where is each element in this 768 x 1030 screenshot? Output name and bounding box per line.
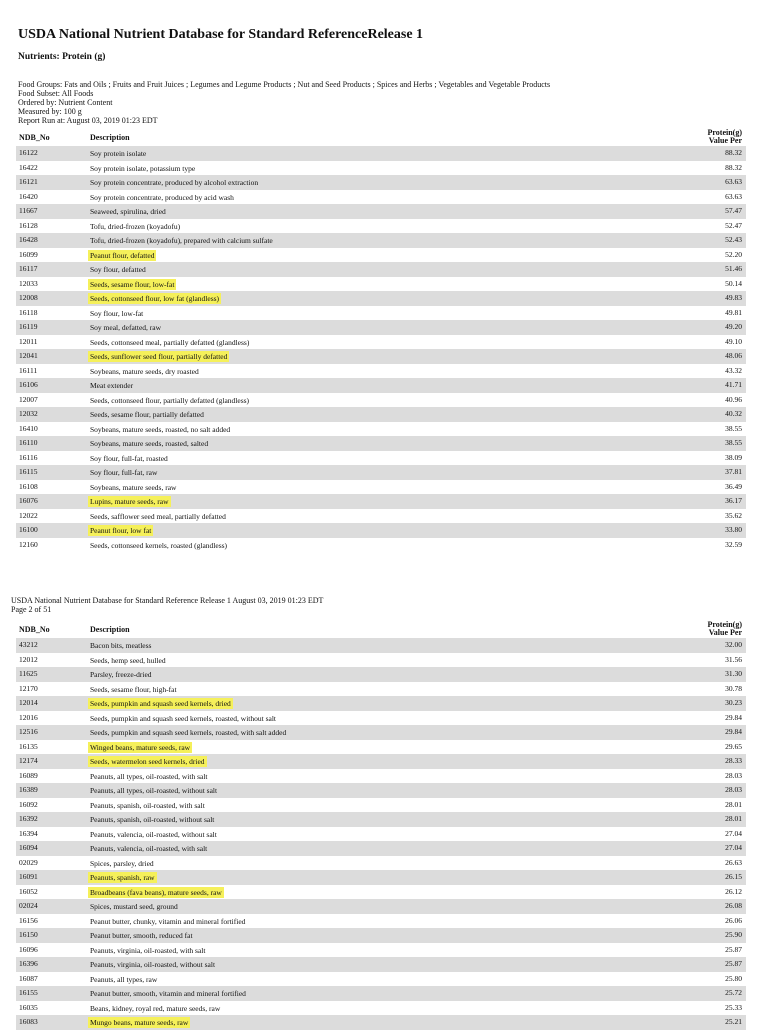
food-description: Seeds, sesame flour, partially defatted	[90, 410, 204, 419]
food-description: Peanuts, valencia, oil-roasted, without salt	[90, 829, 217, 839]
nutrient-table-page-1	[16, 127, 746, 552]
food-description: Peanuts, all types, oil-roasted, with salt	[90, 771, 208, 781]
page-2-header	[11, 596, 323, 614]
food-description: Soy flour, full-fat, raw	[90, 468, 158, 477]
table-row	[16, 161, 746, 176]
table-row	[16, 335, 746, 350]
table-row	[16, 914, 746, 929]
protein-value: 25.80	[725, 973, 742, 983]
food-description: Peanut butter, smooth, reduced fat	[90, 931, 193, 940]
table-row	[16, 754, 746, 769]
protein-value: 26.08	[725, 901, 742, 910]
ndb-number: 12160	[19, 539, 38, 549]
food-description-highlighted: Peanut flour, low fat	[90, 526, 152, 535]
ndb-number: 11667	[19, 206, 38, 215]
food-description: Soy protein concentrate, produced by alcohol extraction	[90, 178, 259, 187]
ndb-number: 16115	[19, 467, 38, 476]
food-description: Soybeans, mature seeds, roasted, no salt added	[90, 424, 231, 434]
page-number: Page 2 of 51	[11, 605, 52, 614]
food-description: Seeds, pumpkin and squash seed kernels, roasted, without salt	[90, 713, 277, 723]
protein-value: 27.04	[725, 843, 742, 852]
ndb-number: 16118	[19, 307, 38, 317]
food-description-highlighted: Seeds, pumpkin and squash seed kernels, dried	[90, 699, 231, 708]
food-description: Parsley, freeze-dried	[90, 670, 152, 679]
food-description: Peanuts, all types, raw	[90, 974, 158, 984]
protein-value: 49.83	[725, 293, 742, 302]
ndb-number: 16099	[19, 249, 38, 259]
table-row	[16, 972, 746, 987]
ndb-number: 16089	[19, 770, 38, 780]
table-row	[16, 451, 746, 466]
ndb-number: 02024	[19, 901, 38, 910]
protein-value: 38.09	[725, 452, 742, 462]
col-value-header-line1: Protein(g)	[707, 128, 742, 137]
ndb-number: 12008	[19, 293, 38, 302]
protein-value: 30.78	[725, 683, 742, 693]
food-description: Peanuts, spanish, oil-roasted, with salt	[90, 800, 205, 810]
food-description-highlighted: Lupins, mature seeds, raw	[90, 497, 169, 506]
food-description: Seeds, sesame flour, high-fat	[90, 684, 177, 694]
table-row	[16, 320, 746, 335]
ndb-number: 16389	[19, 785, 38, 794]
table-row	[16, 943, 746, 958]
protein-value: 36.49	[725, 481, 742, 491]
protein-value: 25.90	[725, 930, 742, 939]
protein-value: 63.63	[725, 177, 742, 186]
protein-value: 25.33	[725, 1002, 742, 1012]
col-value-header-line2: Value Per	[708, 628, 742, 637]
table-row	[16, 538, 746, 553]
food-description: Seeds, hemp seed, hulled	[90, 655, 166, 665]
ndb-number: 16083	[19, 1017, 38, 1026]
protein-value: 49.81	[725, 307, 742, 317]
food-description: Seaweed, spirulina, dried	[90, 207, 166, 216]
food-description: Peanuts, all types, oil-roasted, without salt	[90, 786, 218, 795]
table-row	[16, 436, 746, 451]
table-row	[16, 1015, 746, 1030]
protein-value: 25.72	[725, 988, 742, 997]
ndb-number: 16106	[19, 380, 38, 389]
col-value-header	[707, 129, 742, 145]
nutrient-table-page-2	[16, 619, 746, 1030]
ndb-number: 16094	[19, 843, 38, 852]
food-description: Soy flour, defatted	[90, 265, 146, 274]
table-row	[16, 407, 746, 422]
ndb-number: 11625	[19, 669, 38, 678]
protein-value: 29.84	[725, 727, 742, 736]
protein-value: 33.80	[725, 525, 742, 534]
ndb-number: 16076	[19, 496, 38, 505]
ndb-number: 16392	[19, 814, 38, 823]
protein-value: 28.33	[725, 756, 742, 765]
table-row	[16, 190, 746, 205]
table-row	[16, 465, 746, 480]
food-description: Seeds, cottonseed flour, partially defatted (glandless)	[90, 395, 250, 405]
table-row	[16, 783, 746, 798]
protein-value: 29.84	[725, 712, 742, 722]
table-row	[16, 277, 746, 292]
table-body	[16, 638, 746, 1030]
food-description: Soybeans, mature seeds, roasted, salted	[90, 439, 209, 448]
table-row	[16, 696, 746, 711]
ndb-number: 02029	[19, 857, 38, 867]
food-description: Seeds, pumpkin and squash seed kernels, roasted, with salt added	[90, 728, 287, 737]
food-description: Seeds, cottonseed kernels, roasted (glandless)	[90, 540, 228, 550]
table-row	[16, 885, 746, 900]
ndb-number: 16420	[19, 191, 38, 201]
ndb-number: 12016	[19, 712, 38, 722]
protein-value: 41.71	[725, 380, 742, 389]
protein-value: 26.15	[725, 872, 742, 881]
ndb-number: 16410	[19, 423, 38, 433]
food-description: Meat extender	[90, 381, 134, 390]
ndb-number: 16121	[19, 177, 38, 186]
protein-value: 26.63	[725, 857, 742, 867]
ndb-number: 16052	[19, 886, 38, 896]
food-description: Peanuts, valencia, oil-roasted, with salt	[90, 844, 208, 853]
protein-value: 36.17	[725, 496, 742, 505]
protein-value: 88.32	[725, 162, 742, 172]
meta-report-run: Report Run at: August 03, 2019 01:23 EDT	[18, 116, 158, 125]
food-description-highlighted: Seeds, sesame flour, low-fat	[90, 279, 175, 289]
food-description-highlighted: Seeds, sunflower seed flour, partially defatted	[90, 352, 228, 361]
ndb-number: 12011	[19, 336, 38, 346]
col-description-header: Description	[90, 133, 130, 142]
protein-value: 88.32	[725, 148, 742, 157]
protein-value: 28.03	[725, 770, 742, 780]
protein-value: 52.43	[725, 235, 742, 244]
ndb-number: 16110	[19, 438, 38, 447]
ndb-number: 16396	[19, 959, 38, 968]
table-row	[16, 957, 746, 972]
ndb-number: 16087	[19, 973, 38, 983]
protein-value: 51.46	[725, 264, 742, 273]
ndb-number: 16092	[19, 799, 38, 809]
protein-value: 43.32	[725, 365, 742, 375]
protein-value: 25.21	[725, 1017, 742, 1026]
ndb-number: 16091	[19, 872, 38, 881]
protein-value: 57.47	[725, 206, 742, 215]
col-ndb-header: NDB_No	[19, 133, 50, 142]
protein-value: 38.55	[725, 423, 742, 433]
col-value-header-line2: Value Per	[708, 136, 742, 145]
protein-value: 32.00	[725, 640, 742, 649]
protein-value: 25.87	[725, 944, 742, 954]
table-row	[16, 653, 746, 668]
ndb-number: 16155	[19, 988, 38, 997]
ndb-number: 12022	[19, 510, 38, 520]
col-description-header: Description	[90, 625, 130, 634]
ndb-number: 16116	[19, 452, 38, 462]
protein-value: 52.47	[725, 220, 742, 230]
food-description-highlighted: Broadbeans (fava beans), mature seeds, raw	[90, 887, 222, 897]
ndb-number: 16100	[19, 525, 38, 534]
food-description-highlighted: Seeds, watermelon seed kernels, dried	[90, 757, 205, 766]
ndb-number: 16122	[19, 148, 38, 157]
table-row	[16, 638, 746, 653]
protein-value: 52.20	[725, 249, 742, 259]
ndb-number: 16108	[19, 481, 38, 491]
table-row	[16, 204, 746, 219]
protein-value: 28.01	[725, 814, 742, 823]
table-row	[16, 725, 746, 740]
protein-value: 28.03	[725, 785, 742, 794]
meta-ordered-by: Ordered by: Nutrient Content	[18, 98, 113, 107]
table-row	[16, 986, 746, 1001]
protein-value: 32.59	[725, 539, 742, 549]
ndb-number: 12007	[19, 394, 38, 404]
col-value-header	[707, 621, 742, 637]
table-row	[16, 509, 746, 524]
table-row	[16, 856, 746, 871]
food-description-highlighted: Mungo beans, mature seeds, raw	[90, 1018, 189, 1027]
protein-value: 30.23	[725, 698, 742, 707]
col-ndb-header: NDB_No	[19, 625, 50, 634]
food-description: Seeds, cottonseed meal, partially defatted (glandless)	[90, 337, 250, 347]
table-row	[16, 1001, 746, 1016]
nutrient-subtitle: Nutrients: Protein (g)	[18, 52, 106, 62]
food-description: Soy protein concentrate, produced by acid wash	[90, 192, 234, 202]
food-description: Tofu, dried-frozen (koyadofu)	[90, 221, 181, 231]
protein-value: 40.32	[725, 409, 742, 418]
table-row	[16, 306, 746, 321]
protein-value: 63.63	[725, 191, 742, 201]
food-description: Soybeans, mature seeds, raw	[90, 482, 177, 492]
food-description: Soy flour, low-fat	[90, 308, 144, 318]
food-description: Seeds, safflower seed meal, partially defatted	[90, 511, 226, 521]
table-header	[16, 127, 746, 146]
meta-food-groups: Food Groups: Fats and Oils ; Fruits and Fruit Juices ; Legumes and Legume Products ; Nut and Seed Products ; Spices and Herbs ; Vegetables and Vegetable Products	[18, 80, 551, 89]
table-row	[16, 928, 746, 943]
table-row	[16, 523, 746, 538]
report-meta	[18, 80, 550, 125]
table-header	[16, 619, 746, 638]
table-row	[16, 667, 746, 682]
ndb-number: 16128	[19, 220, 38, 230]
food-description: Soybeans, mature seeds, dry roasted	[90, 366, 199, 376]
food-description-highlighted: Peanut flour, defatted	[90, 250, 155, 260]
food-description: Peanut butter, smooth, vitamin and mineral fortified	[90, 989, 246, 998]
ndb-number: 16096	[19, 944, 38, 954]
food-description: Soy protein isolate, potassium type	[90, 163, 196, 173]
table-row	[16, 494, 746, 509]
table-row	[16, 219, 746, 234]
protein-value: 49.10	[725, 336, 742, 346]
report-title: USDA National Nutrient Database for Standard ReferenceRelease 1	[18, 27, 424, 42]
ndb-number: 12032	[19, 409, 38, 418]
food-description: Bacon bits, meatless	[90, 641, 152, 650]
protein-value: 29.65	[725, 741, 742, 751]
food-description-highlighted: Peanuts, spanish, raw	[90, 873, 155, 882]
protein-value: 26.06	[725, 915, 742, 925]
ndb-number: 12170	[19, 683, 38, 693]
table-row	[16, 175, 746, 190]
ndb-number: 12014	[19, 698, 38, 707]
food-description: Peanuts, virginia, oil-roasted, with salt	[90, 945, 206, 955]
table-row	[16, 812, 746, 827]
table-body	[16, 146, 746, 552]
protein-value: 25.87	[725, 959, 742, 968]
table-row	[16, 378, 746, 393]
ndb-number: 12516	[19, 727, 38, 736]
table-row	[16, 364, 746, 379]
ndb-number: 16156	[19, 915, 38, 925]
ndb-number: 12041	[19, 351, 38, 360]
table-row	[16, 262, 746, 277]
food-description: Peanuts, spanish, oil-roasted, without salt	[90, 815, 215, 824]
ndb-number: 16119	[19, 322, 38, 331]
food-description: Spices, mustard seed, ground	[90, 902, 178, 911]
protein-value: 40.96	[725, 394, 742, 404]
protein-value: 26.12	[725, 886, 742, 896]
food-description-highlighted: Winged beans, mature seeds, raw	[90, 742, 191, 752]
table-row	[16, 899, 746, 914]
ndb-number: 16117	[19, 264, 38, 273]
protein-value: 37.81	[725, 467, 742, 476]
ndb-number: 12174	[19, 756, 38, 765]
table-row	[16, 349, 746, 364]
table-row	[16, 769, 746, 784]
table-row	[16, 422, 746, 437]
food-description-highlighted: Seeds, cottonseed flour, low fat (glandless)	[90, 294, 220, 303]
food-description: Soy meal, defatted, raw	[90, 323, 162, 332]
table-row	[16, 827, 746, 842]
table-row	[16, 740, 746, 755]
table-row	[16, 291, 746, 306]
ndb-number: 16035	[19, 1002, 38, 1012]
food-description: Peanut butter, chunky, vitamin and mineral fortified	[90, 916, 246, 926]
food-description: Beans, kidney, royal red, mature seeds, raw	[90, 1003, 221, 1013]
page-2-header-title: USDA National Nutrient Database for Standard Reference Release 1 August 03, 2019 01:23 EDT	[11, 596, 324, 605]
table-row	[16, 393, 746, 408]
table-row	[16, 682, 746, 697]
food-description: Peanuts, virginia, oil-roasted, without salt	[90, 960, 216, 969]
protein-value: 38.55	[725, 438, 742, 447]
table-row	[16, 841, 746, 856]
table-row	[16, 248, 746, 263]
protein-value: 31.30	[725, 669, 742, 678]
food-description: Soy flour, full-fat, roasted	[90, 453, 168, 463]
table-row	[16, 711, 746, 726]
ndb-number: 16422	[19, 162, 38, 172]
protein-value: 35.62	[725, 510, 742, 520]
table-row	[16, 870, 746, 885]
ndb-number: 16150	[19, 930, 38, 939]
table-row	[16, 233, 746, 248]
protein-value: 50.14	[725, 278, 742, 288]
ndb-number: 16111	[19, 365, 38, 375]
table-row	[16, 146, 746, 161]
food-description: Tofu, dried-frozen (koyadofu), prepared with calcium sulfate	[90, 236, 273, 245]
protein-value: 27.04	[725, 828, 742, 838]
meta-food-subset: Food Subset: All Foods	[18, 89, 94, 98]
food-description: Spices, parsley, dried	[90, 858, 154, 868]
ndb-number: 12033	[19, 278, 38, 288]
ndb-number: 16394	[19, 828, 38, 838]
ndb-number: 43212	[19, 640, 38, 649]
ndb-number: 12012	[19, 654, 38, 664]
table-row	[16, 480, 746, 495]
meta-measured-by: Measured by: 100 g	[18, 107, 82, 116]
food-description: Soy protein isolate	[90, 149, 147, 158]
table-row	[16, 798, 746, 813]
protein-value: 31.56	[725, 654, 742, 664]
protein-value: 49.20	[725, 322, 742, 331]
protein-value: 48.06	[725, 351, 742, 360]
ndb-number: 16135	[19, 741, 38, 751]
col-value-header-line1: Protein(g)	[707, 620, 742, 629]
protein-value: 28.01	[725, 799, 742, 809]
ndb-number: 16428	[19, 235, 38, 244]
